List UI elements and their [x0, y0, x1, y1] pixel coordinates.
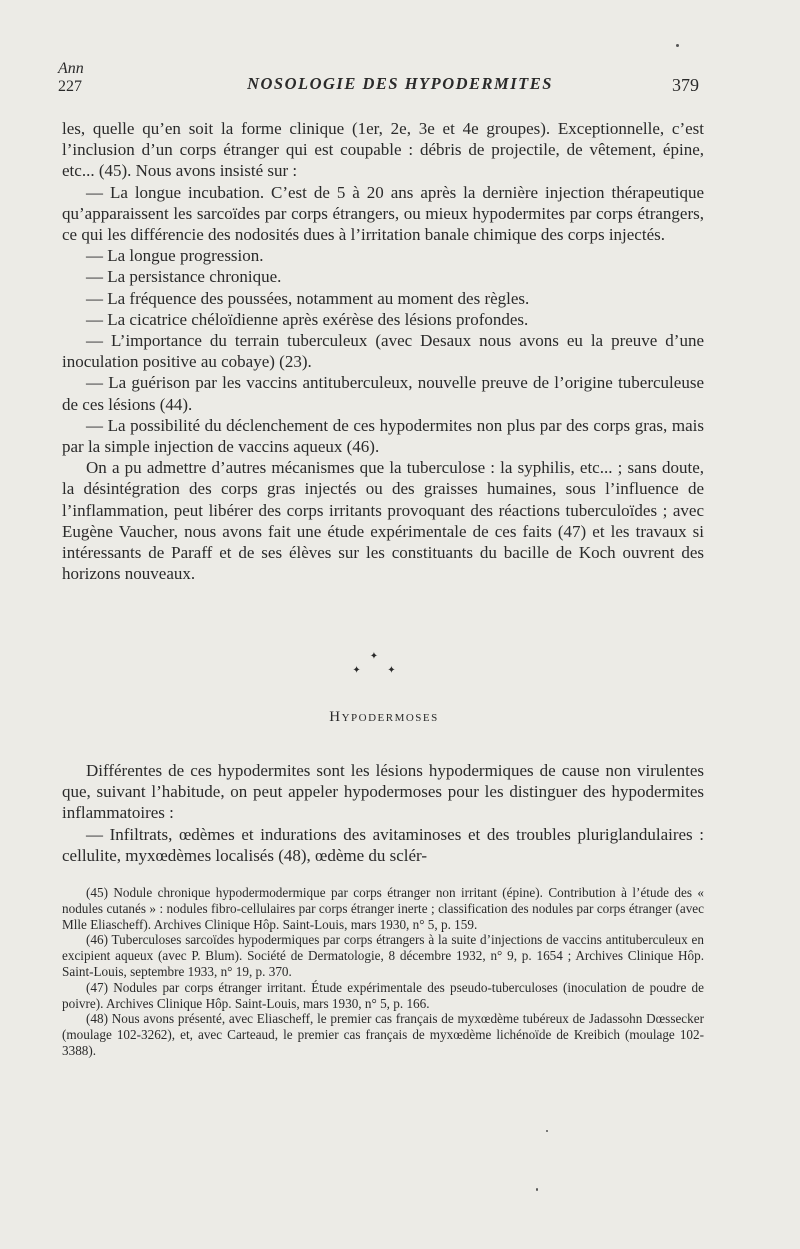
page-number: 379	[672, 75, 699, 95]
main-text	[62, 118, 704, 584]
paragraph: On a pu admettre d’autres mécanismes que la tuberculose : la syphilis, etc... ; sans doute, la désintégration des corps gras injectés ou des graisses humaines, sous l’influence de l’inflammation, peut libérer des corps irritants provoquant des réactions tuberculoïdes ; avec Eugène Vaucher, nous avons fait une étude expérimentale de ces faits (47) et les travaux si intéressants de Paraff et de ses élèves sur les constituants du bacille de Koch ouvrent des horizons nouveaux.	[62, 458, 704, 584]
paragraph: — La possibilité du déclenchement de ces hypodermites non plus par des corps gras, mais par la simple injection de vaccins aqueux (46).	[62, 415, 704, 457]
paragraph: — La cicatrice chéloïdienne après exérèse des lésions profondes.	[86, 309, 529, 329]
running-head-title: NOSOLOGIE DES HYPODERMITES	[247, 74, 553, 93]
paragraph: — La guérison par les vaccins antituberculeux, nouvelle preuve de l’origine tuberculeuse de ces lésions (44).	[62, 373, 704, 414]
paragraph: — La persistance chronique.	[86, 267, 282, 287]
paragraph: — La fréquence des poussées, notamment au moment des règles.	[86, 288, 530, 308]
asterisk-top: ✦	[369, 651, 391, 662]
section-title: Hypodermoses	[329, 709, 439, 725]
paragraph: — Infiltrats, œdèmes et indurations des avitaminoses et des troubles pluriglandulaires : cellulite, myxœdèmes localisés (48), œdème du sclér-	[62, 824, 704, 865]
paragraph: les, quelle qu’en soit la forme clinique (1er, 2e, 3e et 4e groupes). Exceptionnelle, c’est l’inclusion d’un corps étranger qui est coupable : débris de projectile, de vêtement, épine, etc... (45). Nous avons insisté sur :	[62, 119, 704, 181]
paper-speck	[536, 1188, 538, 1191]
section-separator-asterisks	[0, 650, 760, 678]
asterisk-pair: ✦ ✦	[352, 665, 408, 676]
footnote: (48) Nous avons présenté, avec Eliascheff, le premier cas français de myxœdème tubéreux de Jadassohn Dœssecker (moulage 102-3262), et, avec Carteaud, le premier cas français de myxœdème lichénoïde de Kreibich (moulage 102-3388).	[62, 1011, 704, 1058]
footnote: (46) Tuberculoses sarcoïdes hypodermiques par corps étrangers à la suite d’injections de vaccins antituberculeux en excipient aqueux (avec P. Blum). Société de Dermatologie, 8 décembre 1932, n° 9, p. 1654 ; Archives Clinique Hôp. Saint-Louis, septembre 1933, n° 19, p. 370.	[62, 932, 704, 979]
paragraph: — La longue incubation. C’est de 5 à 20 ans après la dernière injection thérapeutique qu’apparaissent les sarcoïdes par corps étrangers, ou mieux hypodermites par corps étrangers, ce qui les différencie des nodosités dues à l’irritation banale chimique des corps injectés.	[62, 182, 704, 245]
paragraph: Différentes de ces hypodermites sont les lésions hypodermiques de cause non virulentes que, suivant l’habitude, on peut appeler hypodermoses pour les distinguer des hypodermites inflammatoires :	[62, 761, 704, 823]
footnote: (47) Nodules par corps étranger irritant. Étude expérimentale des pseudo-tuberculoses (inoculation de poudre de poivre). Archives Clinique Hôp. Saint-Louis, mars 1930, n° 5, p. 166.	[62, 979, 704, 1011]
paper-speck	[546, 1130, 548, 1132]
annotation-ann: Ann	[58, 60, 84, 77]
section-text	[62, 760, 704, 866]
volume-page-number: 227	[58, 78, 82, 95]
paragraph: — L’importance du terrain tuberculeux (avec Desaux nous avons eu la preuve d’une inoculation positive au cobaye) (23).	[62, 331, 704, 372]
paragraph: — La longue progression.	[86, 246, 264, 266]
paper-speck	[676, 44, 679, 47]
footnotes	[62, 885, 704, 1059]
footnote: (45) Nodule chronique hypodermodermique par corps étranger non irritant (épine). Contribution à l’étude des « nodules cutanés » : nodules fibro-cellulaires par corps étranger inerte ; classification des nodules par corps étranger (avec Mlle Eliascheff). Archives Clinique Hôp. Saint-Louis, mars 1930, n° 5, p. 159.	[62, 885, 704, 932]
